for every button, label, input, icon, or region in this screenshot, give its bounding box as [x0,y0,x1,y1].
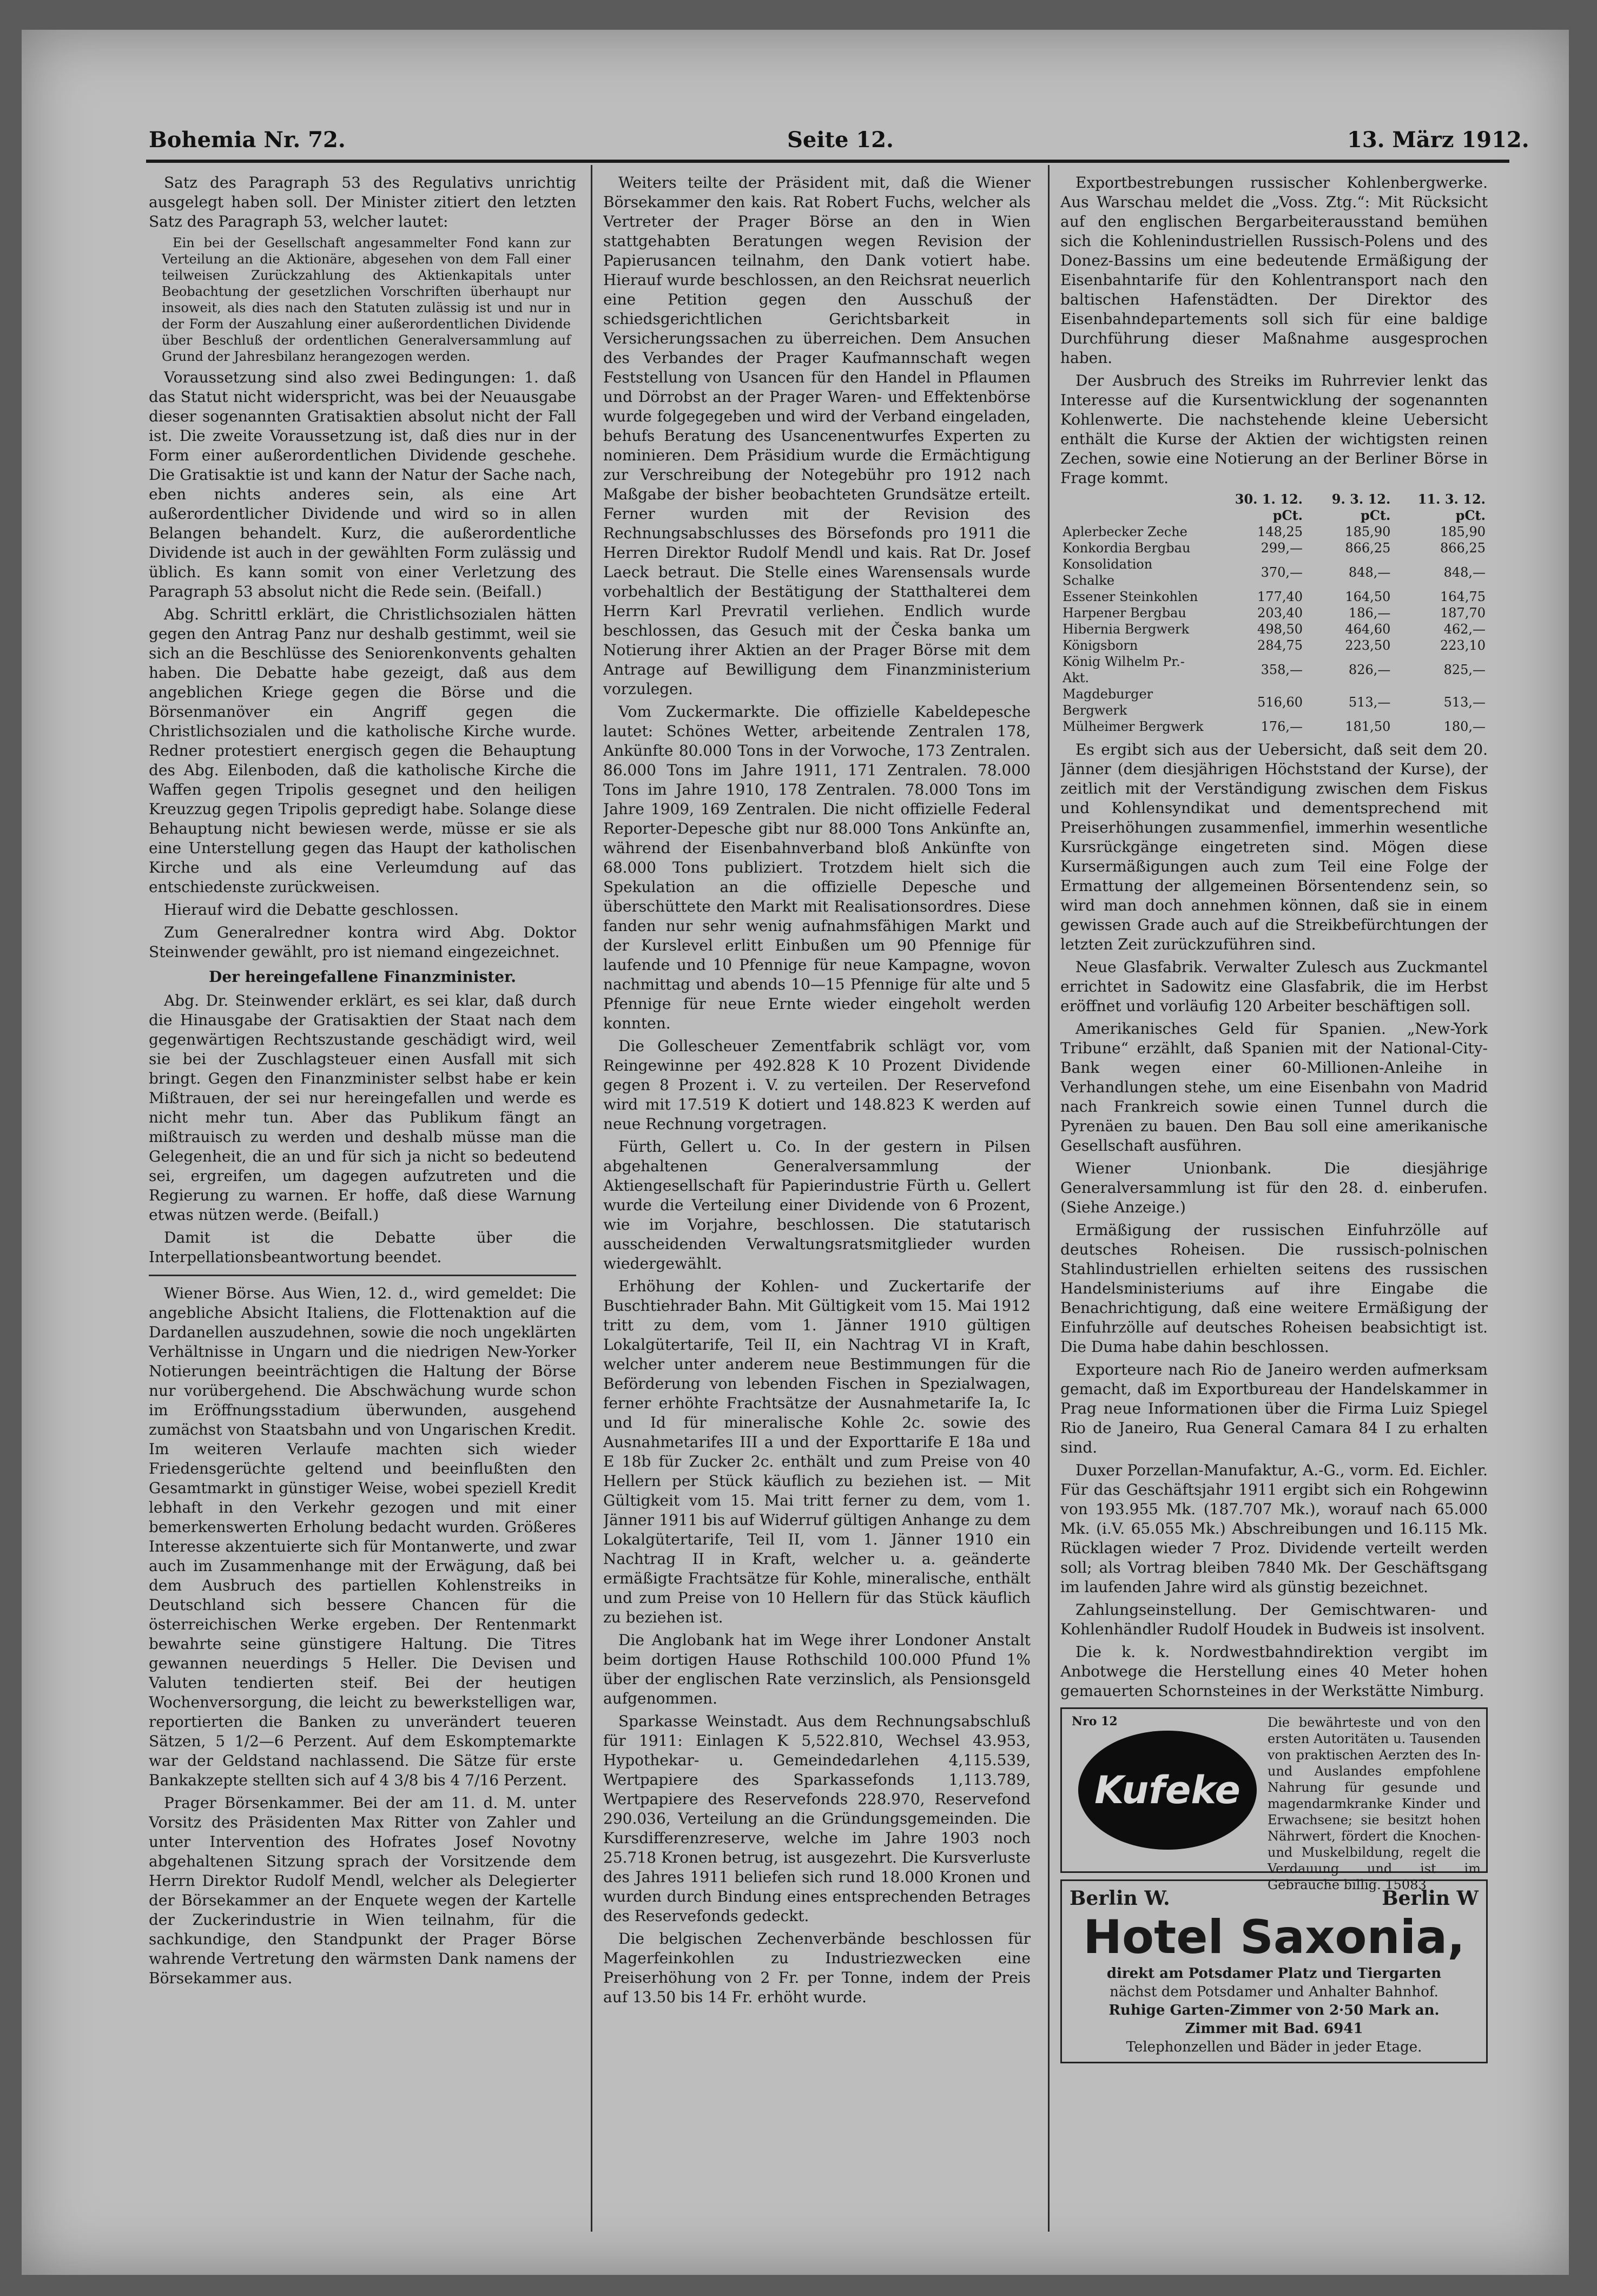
table-cell: 148,25 [1257,524,1303,539]
table-row [1060,589,1488,605]
table-row [1060,654,1488,686]
article-paragraph: Es ergibt sich aus der Uebersicht, daß seit dem 20. Jänner (dem diesjährigen Höchststand der Kurse), der zeitlich mit der Verständigung zwischen dem Fiskus und Kohlensyndikat und dementsprechend mit Preiserhöhungen zusammenfiel, immerhin wesentliche Kursrückgänge eingetreten sind. Mögen diese Kursermäßigungen auch zum Teil eine Folge der Ermattung der allgemeinen Börsentendenz sein, so wird man doch annehmen können, daß sie in einem gewissen Grade auch auf die Streikbefürchtungen der letzten Zeit zurückzuführen sind. [1060,741,1488,953]
ad-line: Zimmer mit Bad. 6941 [1185,2021,1363,2037]
table-header-cell [1060,491,1210,524]
column-divider [1048,165,1050,2232]
table-cell: 176,— [1261,719,1303,734]
article-paragraph: Erhöhung der Kohlen- und Zuckertarife der Buschtiehrader Bahn. Mit Gültigkeit vom 15. Mai 1912 tritt zu dem, vom 1. Jänner 1910 gültigen Lokalgütertarife, Teil II, ein Nachtrag VI in Kraft, welcher unter anderem neue Bestimmungen für die Beförderung von lebenden Fischen in Spezialwagen, ferner erhöhte Frachtsätze der Ausnahmetarife Ia, Ic und Id für mineralische Kohle 2c. sowie des Ausnahmetarifes III a und der Exporttarife E 18a und E 18b für Zucker 2c. enthält und zum Preise von 40 Hellern per Stück käuflich zu beziehen ist. — Mit Gültigkeit vom 15. Mai tritt ferner zu dem, vom 1. Jänner 1911 bis auf Widerruf gültigen Anhange zu dem Lokalgütertarife, Teil II, vom 1. Jänner 1910 ein Nachtrag II in Kraft, welcher u. a. geänderte ermäßigte Frachtsätze für Kohle, mineralische, enthält und zum Preise von 10 Hellern für das Stück käuflich zu beziehen ist. [603,1277,1031,1626]
table-cell: König Wilhelm Pr.-Akt. [1063,654,1185,685]
article-paragraph: Abg. Schrittl erklärt, die Christlichsozialen hätten gegen den Antrag Panz nur deshalb gestimmt, weil sie sich an die Beschlüsse des Seniorenkonvents gehalten haben. Die Debatte habe gezeigt, daß aus dem angeblichen Kriege gegen die Börse und die Börsenmanöver ein Angriff gegen die Christlichsozialen und die katholische Kirche wurde. Redner protestiert energisch gegen die Behauptung des Abg. Eilenboden, daß die katholische Kirche die Waffen gegen Tripolis gesegnet und den heiligen Kreuzzug gegen Tripolis gepredigt habe. Solange diese Behauptung nicht bewiesen werde, müsse er sie als eine Unterstellung gegen das Haupt der katholischen Kirche und als eine Verleumdung auf das entschiedenste zurückweisen. [149,605,576,896]
article-paragraph: Abg. Dr. Steinwender erklärt, es sei klar, daß durch die Hinausgabe der Gratisaktien der Staat nach dem gegenwärtigen Rechtszustande geschädigt wird, weil sie bei der Zuschlagsteuer einen Ausfall mit sich bringt. Gegen den Finanzminister selbst habe er kein Mißtrauen, der sei nur hereingefallen und werde es nicht mehr tun. Aber das Publikum fängt an mißtrauisch zu werden und deshalb müsse man die Gelegenheit, die an und für sich ja nicht so bedeutend sei, ergreifen, um dagegen aufzutreten und die Regierung zu warnen. Er hoffe, daß diese Warnung etwas nützen werde. (Beifall.) [149,992,576,1224]
article-paragraph: Die Gollescheuer Zementfabrik schlägt vor, vom Reingewinne per 492.828 K 10 Prozent Dividende gegen 8 Prozent i. V. zu verteilen. Der Reservefond wird mit 17.519 K dotiert und 148.823 K werden auf neue Rechnung vorgetragen. [603,1037,1031,1133]
ad-tag: Nro 12 [1072,1714,1118,1728]
table-cell: 181,50 [1345,719,1391,734]
table-cell: 177,40 [1257,589,1303,604]
table-header-cell: 30. 1. 12. pCt. [1235,491,1303,523]
article-paragraph: Ermäßigung der russischen Einfuhrzölle auf deutsches Roheisen. Die russisch-polnischen Stahlindustriellen erhielten seitens des russischen Handelsministeriums auf ihre Eingabe die Benachrichtigung, daß eine weitere Ermäßigung der Einfuhrzölle auf deutsches Roheisen beabsichtigt ist. Die Duma habe dahin beschlossen. [1060,1221,1488,1356]
table-row [1060,621,1488,637]
article-paragraph: Neue Glasfabrik. Verwalter Zulesch aus Zuckmantel errichtet in Sadowitz eine Glasfabrik, die im Herbst eröffnet und vorläufig 120 Arbeiter beschäftigen soll. [1060,958,1488,1015]
table-cell: 284,75 [1257,638,1303,653]
table-cell: 223,10 [1440,638,1486,653]
article-paragraph: Wiener Börse. Aus Wien, 12. d., wird gemeldet: Die angebliche Absicht Italiens, die Flottenaktion auf die Dardanellen auszudehnen, sowie die noch ungeklärten Verhältnisse in Ungarn und die niedrigen New-Yorker Notierungen beeinträchtigen die Haltung der Börse nur vorübergehend. Die Abschwächung wurde schon im Eröffnungsstadium überwunden, ausgehend zumächst von Staatsbahn und von Ungarischen Kredit. Im weiteren Verlaufe machten sich wieder Friedensgerüchte geltend und beeinflußten den Gesamtmarkt in günstiger Weise, wobei speziell Kredit lebhaft in den Verkehr gezogen und mit einer bemerkenswerten Erholung bedacht wurden. Größeres Interesse akzentuierte sich für Montanwerte, und zwar auch im Zusammenhange mit der Erwägung, daß bei dem Ausbruch des partiellen Kohlenstreiks in Deutschland sich bessere Chancen für die österreichischen Werke ergeben. Der Rentenmarkt bewahrte seine günstigere Haltung. Die Titres gewannen neuerdings 5 Heller. Die Devisen und Valuten tendierten steif. Bei der heutigen Wochenversorgung, die leicht zu bewerkstelligen war, reportierten die Banken zu unverändert teueren Sätzen, 5 1/2—6 Perzent. Auf dem Eskomptemarkte war der Geldstand nachlassend. Die Sätze für erste Bankakzepte stellten sich auf 4 3/8 bis 4 7/16 Perzent. [149,1284,576,1789]
article-paragraph: Prager Börsenkammer. Bei der am 11. d. M. unter Vorsitz des Präsidenten Max Ritter von Zahler und unter Intervention des Hofrates Josef Novotny abgehaltenen Sitzung sprach der Vorsitzende dem Herrn Direktor Rudolf Mendl, welcher als Delegierter der Börsekammer an der Enquete wegen der Kartelle der Zuckerindustrie in Wien teilnahm, für die sachkundige, den Standpunkt der Prager Börse wahrende Vertretung den wärmsten Dank namens der Börsekammer aus. [149,1794,576,1987]
table-cell: 464,60 [1345,622,1391,637]
article-paragraph: Die k. k. Nordwestbahndirektion vergibt im Anbotwege die Herstellung eines 40 Meter hohen gemauerten Schornsteines in der Werkstätte Nimburg. [1060,1643,1488,1700]
table-row [1060,524,1488,540]
article-paragraph: Amerikanisches Geld für Spanien. „New-York Tribune“ erzählt, daß Spanien mit der National-City-Bank wegen einer 60-Millionen-Anleihe in Verhandlungen stehe, um eine Eisenbahn von Madrid nach Frankreich sowie einen Tunnel durch die Pyrenäen zu bauen. Den Bau soll eine amerikanische Gesellschaft ausführen. [1060,1020,1488,1154]
table-cell: 185,90 [1345,524,1391,539]
header-rule [146,160,1509,163]
table-cell: Harpener Bergbau [1063,605,1186,621]
kufeke-logo: Kufeke [1078,1731,1257,1850]
article-paragraph: Wiener Unionbank. Die diesjährige Generalversammlung ist für den 28. d. einberufen. (Siehe Anzeige.) [1060,1159,1488,1216]
stock-quotes-table [1060,491,1488,735]
table-cell: 164,75 [1440,589,1486,604]
column-2 [603,173,1031,2251]
table-cell: Königsborn [1063,638,1138,653]
article-paragraph: Exporteure nach Rio de Janeiro werden aufmerksam gemacht, daß im Exportbureau der Handelskammer in Prag neue Informationen über die Firma Luiz Spiegel Rio de Janeiro, Rua General Camara 84 I zu erhalten sind. [1060,1361,1488,1456]
table-cell: 848,— [1348,565,1391,580]
table-cell: 164,50 [1345,589,1391,604]
table-cell: Mülheimer Bergwerk [1063,719,1204,734]
ad-location-left: Berlin W. [1070,1887,1170,1910]
table-cell: 848,— [1443,565,1486,580]
table-row [1060,637,1488,654]
table-cell: 462,— [1443,622,1486,637]
table-cell: 185,90 [1440,524,1486,539]
table-cell: 299,— [1261,540,1303,556]
table-row [1060,605,1488,621]
ad-text: Die bewährteste und von den ersten Autoritäten u. Tausenden von praktischen Aerzten des In- und Auslandes empfohlene Nahrung für gesunde und magendarmkranke Kinder und Erwachsene; sie besitzt hohen Nährwert, fördert die Knochen- und Muskelbildung, regelt die Verdauung und ist im Gebrauche billig. 15083 [1268,1715,1481,1892]
table-row [1060,540,1488,556]
table-cell: 358,— [1261,662,1303,677]
article-paragraph: Damit ist die Debatte über die Interpellationsbeantwortung beendet. [149,1229,576,1266]
table-cell: 513,— [1443,695,1486,710]
article-paragraph: Zahlungseinstellung. Der Gemischtwaren- und Kohlenhändler Rudolf Houdek in Budweis ist insolvent. [1060,1601,1488,1638]
header-date: 13. März 1912. [1347,127,1529,153]
table-row [1060,686,1488,718]
header-left: Bohemia Nr. 72. [149,127,346,153]
table-row [1060,718,1488,735]
ad-line: Ruhige Garten-Zimmer von 2·50 Mark an. [1108,2002,1440,2018]
article-paragraph: Die Anglobank hat im Wege ihrer Londoner Anstalt beim dortigen Hause Rothschild 100.000 Pfund 1% über der englischen Rate verzinslich, als Pensionsgeld aufgenommen. [603,1631,1031,1707]
table-cell: 866,25 [1345,540,1391,556]
table-cell: 826,— [1348,662,1391,677]
article-paragraph: Zum Generalredner kontra wird Abg. Doktor Steinwender gewählt, pro ist niemand eingezeichnet. [149,923,576,961]
table-cell: 203,40 [1257,605,1303,621]
article-paragraph: Hierauf wird die Debatte geschlossen. [164,901,459,919]
quoted-paragraph: Ein bei der Gesellschaft angesammelter Fond kann zur Verteilung an die Aktionäre, abgesehen von dem Fall einer teilweisen Zurückzahlung des Aktienkapitals unter Beobachtung der gesetzlichen Vorschriften überhaupt nur insoweit, als dies nach den Statuten zulässig ist und nur in der Form der Auszahlung einer außerordentlichen Dividende über Beschluß der ordentlichen Generalversammlung auf Grund der Jahresbilanz herangezogen werden. [162,235,571,364]
article-paragraph: Fürth, Gellert u. Co. In der gestern in Pilsen abgehaltenen Generalversammlung der Aktiengesellschaft für Papierindustrie Fürth u. Gellert wurde die Verteilung einer Dividende von 6 Prozent, wie im Vorjahre, beschlossen. Die statutarisch ausscheidenden Verwaltungsratsmitglieder wurden wiedergewählt. [603,1138,1031,1272]
table-cell: 180,— [1443,719,1486,734]
table-cell: 513,— [1348,695,1391,710]
hotel-saxonia-advertisement [1060,1879,1488,2063]
section-separator [149,1275,576,1276]
table-cell: 516,60 [1257,695,1303,710]
article-paragraph: Satz des Paragraph 53 des Regulativs unrichtig ausgelegt haben soll. Der Minister zitiert den letzten Satz des Paragraph 53, welcher lautet: [149,174,576,230]
table-cell: 498,50 [1257,622,1303,637]
section-heading: Der hereingefallene Finanzminister. [209,968,516,986]
table-cell: Konsolidation Schalke [1063,557,1153,588]
header-page-number: Seite 12. [787,127,894,153]
table-header-cell: 11. 3. 12. pCt. [1417,491,1486,523]
table-cell: 825,— [1443,662,1486,677]
table-cell: 370,— [1261,565,1303,580]
article-paragraph: Die belgischen Zechenverbände beschlossen für Magerfeinkohlen zu Industriezwecken eine Preiserhöhung von 2 Fr. per Tonne, indem der Preis auf 13.50 bis 14 Fr. erhöht wurde. [603,1930,1031,2006]
kufeke-advertisement [1060,1707,1488,1892]
table-cell: Magdeburger Bergwerk [1063,687,1153,718]
hotel-name: Hotel Saxonia, [1083,1910,1465,1964]
column-3 [1060,173,1488,2251]
table-cell: Aplerbecker Zeche [1063,524,1187,539]
ad-line: direkt am Potsdamer Platz und Tiergarten [1106,1965,1442,1982]
table-cell: Konkordia Bergbau [1063,540,1191,556]
article-paragraph: Der Ausbruch des Streiks im Ruhrrevier lenkt das Interesse auf die Kursentwicklung der sogenannten Kohlenwerte. Die nachstehende kleine Uebersicht enthält die Kurse der Aktien der wichtigsten reinen Zechen, sowie eine Notierung an der Berliner Börse in Frage kommt. [1060,372,1488,487]
article-paragraph: Weiters teilte der Präsident mit, daß die Wiener Börsekammer den kais. Rat Robert Fuchs, welcher als Vertreter der Prager Börse an den in Wien stattgehabten Beratungen wegen Revision der Papierusancen teilnahm, den Dank votiert habe. Hierauf wurde beschlossen, an den Reichsrat neuerlich eine Petition gegen den Ausschuß der schiedsgerichtlichen Gerichtsbarkeit in Versicherungssachen zu überreichen. Dem Ansuchen des Verbandes der Prager Kaufmannschaft wegen Feststellung von Usancen für den Handel in Pflaumen und Dörrobst an der Prager Waren- und Effektenbörse wurde folgegegeben und wird der Verband eingeladen, behufs Beratung des Usancenentwurfes Experten zu nominieren. Dem Präsidium wurde die Ermächtigung zur Verschreibung der Notegebühr pro 1912 nach Maßgabe der bisher beobachteten Grundsätze erteilt. Ferner wurden mit der Revision des Rechnungsabschlusses des Börsefonds pro 1911 die Herren Direktor Rudolf Mendl und kais. Rat Dr. Josef Laeck betraut. Die Stelle eines Warensensals wurde vorbehaltlich der Bestätigung der Statthalterei dem Herrn Karl Prevratil verliehen. Endlich wurde beschlossen, das Gesuch mit der Česka banka um Notierung ihrer Aktien an der Prager Börse mit dem Antrage auf Bewilligung dem Finanzministerium vorzulegen. [603,174,1031,698]
article-paragraph: Voraussetzung sind also zwei Bedingungen: 1. daß das Statut nicht widerspricht, was bei der Neuausgabe dieser sogenannten Gratisaktien absolut nicht der Fall ist. Die zweite Voraussetzung ist, daß dies nur in der Form einer außerordentlichen Dividende geschehe. Die Gratisaktie ist und kann der Natur der Sache nach, eben nichts anderes sein, als eine Art außerordentlicher Dividende und wird so in allen Belangen behandelt. Kurz, die außerordentliche Dividende ist auch in der gewählten Form zulässig und üblich. Es kann somit von einer Verletzung des Paragraph 53 absolut nicht die Rede sein. (Beifall.) [149,368,576,601]
table-row [1060,556,1488,589]
table-cell: 186,— [1348,605,1391,621]
ad-location-right: Berlin W [1382,1887,1479,1910]
table-cell: Hibernia Bergwerk [1063,622,1190,637]
column-1 [149,173,576,2251]
table-cell: Essener Steinkohlen [1063,589,1198,604]
article-paragraph: Exportbestrebungen russischer Kohlenbergwerke. Aus Warschau meldet die „Voss. Ztg.“: Mit Rücksicht auf den englischen Bergarbeiterausstand bemühen sich die Kohlenindustriellen Russisch-Polens und des Donez-Bassins um eine bedeutende Ermäßigung der Eisenbahntarife für den Kohlentransport nach den baltischen Hafenstädten. Der Direktor des Eisenbahndepartements soll sich für eine baldige Durchführung dieser Maßnahme ausgesprochen haben. [1060,174,1488,367]
table-header-row [1060,491,1488,524]
table-cell: 187,70 [1440,605,1486,621]
table-header-cell: 9. 3. 12. pCt. [1331,491,1391,523]
article-paragraph: Sparkasse Weinstadt. Aus dem Rechnungsabschluß für 1911: Einlagen K 5,522.810, Wechsel 43.953, Hypothekar- u. Gemeindedarlehen 4,115.539, Wertpapiere des Sparkassefonds 1,113.789, Wertpapiere des Reservefonds 228.970, Reservefond 290.036, Verteilung an die Gründungsgemeinden. Die Kursdifferenzreserve, welche im Jahre 1903 noch 25.718 Kronen betrug, ist ausgezehrt. Die Kursverluste des Jahres 1911 beliefen sich rund 18.000 Kronen und wurden durch Bindung eines entsprechenden Betrages des Reservefonds gedeckt. [603,1712,1031,1925]
ad-line: Telephonzellen und Bäder in jeder Etage. [1126,2039,1422,2055]
article-paragraph: Duxer Porzellan-Manufaktur, A.-G., vorm. Ed. Eichler. Für das Geschäftsjahr 1911 ergibt sich ein Rohgewinn von 193.955 Mk. (187.707 Mk.), worauf nach 65.000 Mk. (i.V. 65.055 Mk.) Abschreibungen und 16.115 Mk. Rücklagen wieder 7 Proz. Dividende verteilt werden soll; als Vortrag bleiben 7840 Mk. Der Geschäftsgang im laufenden Jahre wird als günstig bezeichnet. [1060,1461,1488,1596]
column-divider [591,165,592,2232]
table-cell: 866,25 [1440,540,1486,556]
ad-line: nächst dem Potsdamer und Anhalter Bahnhof. [1110,1984,1438,2000]
article-paragraph: Vom Zuckermarkte. Die offizielle Kabeldepesche lautet: Schönes Wetter, arbeitende Zentralen 178, Ankünfte 80.000 Tons in der Vorwoche, 173 Zentralen. 86.000 Tons im Jahre 1911, 171 Zentralen. 78.000 Tons im Jahre 1910, 178 Zentralen. 78.000 Tons im Jahre 1909, 169 Zentralen. Die nicht offizielle Federal Reporter-Depesche gibt nur 88.000 Tons Ankünfte an, während der Eisenbahnverband bloß Ankünfte von 68.000 Tons publiziert. Trotzdem hielt sich die Spekulation an die offizielle Depesche und überschüttete den Markt mit Realisationsordres. Diese fanden nur sehr wenig aufnahmsfähigen Markt und der Kurslevel erlitt Einbußen um 90 Pfennige für laufende und 10 Pfennige für neue Kampagne, wovon nachmittag und abends 10—15 Pfennige für alte und 5 Pfennige für neue Ernte wieder eingeholt werden konnten. [603,703,1031,1032]
table-cell: 223,50 [1345,638,1391,653]
newspaper-page [22,30,1569,2275]
